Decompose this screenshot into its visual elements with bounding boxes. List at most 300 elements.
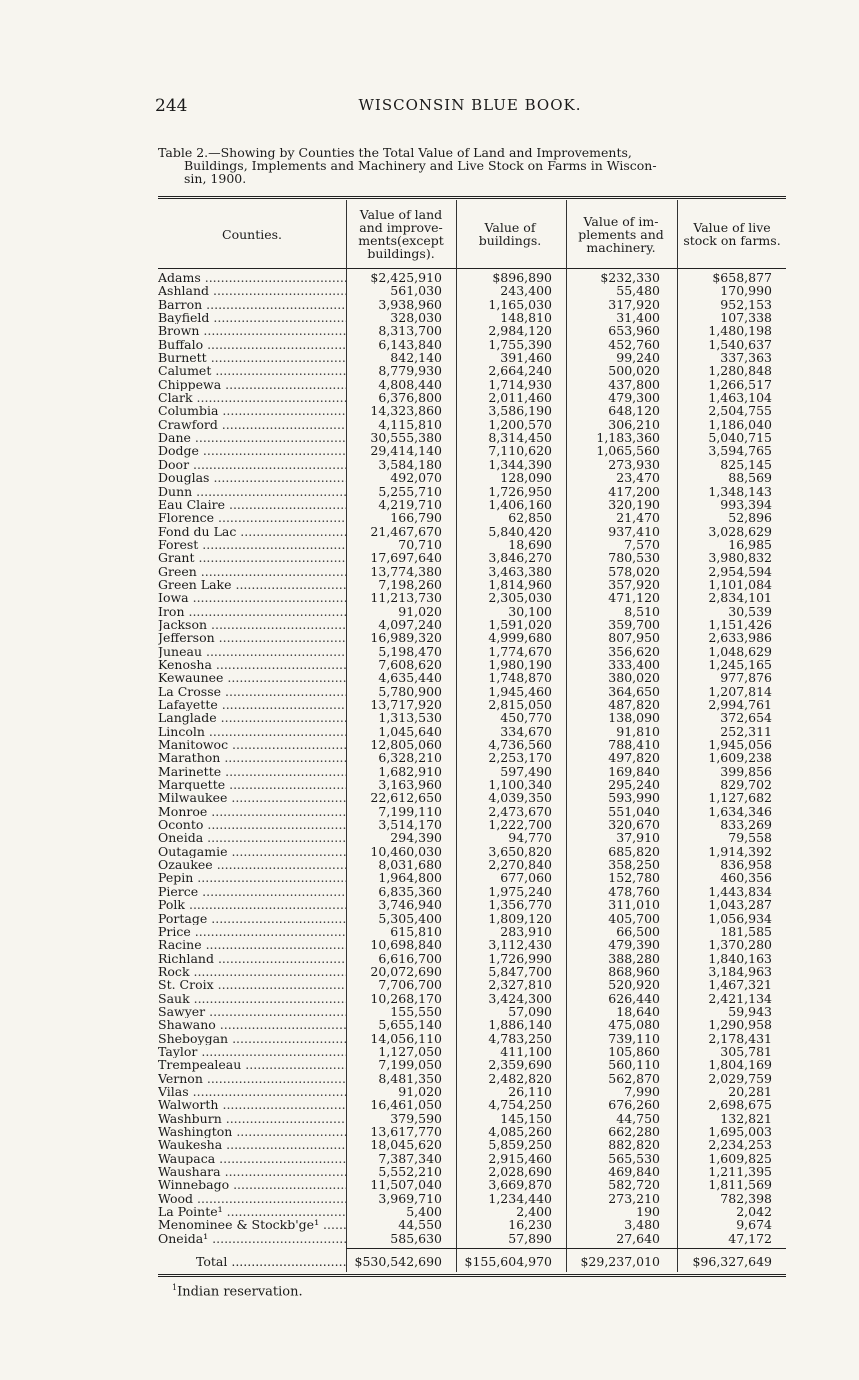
value-livestock: 52,896	[728, 510, 772, 526]
total-row	[158, 1254, 788, 1270]
value-livestock: 977,876	[720, 670, 772, 686]
value-buildings: 3,650,820	[488, 843, 552, 859]
value-buildings: 1,774,670	[488, 643, 552, 659]
value-implements: 23,470	[616, 470, 660, 486]
county-name: Ozaukee .....	[158, 858, 346, 871]
county-name: Chippewa .....	[158, 378, 346, 391]
table-row	[158, 1192, 788, 1205]
value-livestock: $658,877	[712, 270, 772, 285]
county-name: Marathon .....	[158, 751, 346, 764]
value-livestock: 1,151,426	[708, 616, 772, 632]
table-row	[158, 885, 788, 898]
table-row	[158, 778, 788, 791]
value-buildings: 2,915,460	[488, 1150, 552, 1166]
value-buildings: 2,815,050	[488, 697, 552, 712]
county-name: Sauk .....	[158, 992, 346, 1005]
value-livestock: 2,504,755	[708, 403, 772, 419]
county-name: Burnett .....	[158, 351, 346, 364]
county-name: Milwaukee .....	[158, 791, 346, 804]
page-number: 244	[155, 96, 188, 116]
value-land: 14,056,110	[370, 1030, 442, 1046]
table-row	[158, 471, 788, 484]
county-name: Calumet .....	[158, 364, 346, 377]
value-land: 10,268,170	[370, 990, 442, 1006]
value-livestock: 59,943	[728, 1003, 772, 1019]
county-name: Waushara .....	[158, 1165, 346, 1178]
value-buildings: 2,473,670	[488, 803, 552, 819]
value-buildings: 26,110	[508, 1083, 552, 1099]
value-buildings: 1,406,160	[488, 496, 552, 512]
value-implements: 105,860	[608, 1043, 660, 1059]
value-land: 6,143,840	[378, 336, 442, 352]
value-implements: 320,670	[608, 817, 660, 833]
value-land: 3,514,170	[378, 817, 442, 833]
value-buildings: 1,200,570	[488, 416, 552, 432]
value-buildings: 2,664,240	[488, 363, 552, 379]
county-name: Oneida .....	[158, 831, 346, 844]
value-implements: 807,950	[608, 630, 660, 646]
value-buildings: 3,669,870	[488, 1177, 552, 1193]
table-row	[158, 925, 788, 938]
value-land: 70,710	[398, 536, 442, 552]
value-livestock: 1,348,143	[708, 483, 772, 499]
value-implements: 190	[636, 1204, 660, 1220]
value-implements: 565,530	[608, 1150, 660, 1166]
value-livestock: 79,558	[728, 830, 772, 846]
county-name: Florence .....	[158, 511, 346, 524]
value-livestock: 47,172	[728, 1230, 772, 1246]
value-buildings: 1,809,120	[488, 910, 552, 926]
value-land: 10,698,840	[370, 937, 442, 953]
table-row	[158, 578, 788, 591]
value-livestock: 2,042	[736, 1204, 772, 1220]
table-row	[158, 685, 788, 698]
table-row	[158, 444, 788, 457]
value-land: 14,323,860	[370, 403, 442, 419]
table-row	[158, 378, 788, 391]
column-header-livestock: Value of live stock on farms.	[683, 220, 781, 248]
value-implements: 471,120	[608, 590, 660, 606]
value-livestock: 2,994,761	[708, 697, 772, 712]
value-livestock: 1,695,003	[708, 1124, 772, 1139]
value-livestock: 3,594,765	[708, 443, 772, 459]
value-livestock: 1,056,934	[708, 910, 772, 926]
value-buildings: 4,999,680	[488, 630, 552, 646]
table-row	[158, 791, 788, 804]
value-livestock: 399,856	[720, 763, 772, 779]
table-row	[158, 404, 788, 417]
value-implements: 31,400	[616, 310, 660, 326]
value-buildings: 3,424,300	[488, 990, 552, 1006]
value-buildings: 1,726,950	[488, 483, 552, 499]
county-name: Marquette .....	[158, 778, 346, 791]
county-name: Buffalo .....	[158, 338, 346, 351]
value-land: 842,140	[390, 350, 442, 366]
county-name: Dunn .....	[158, 485, 346, 498]
value-land: 1,313,530	[378, 710, 442, 726]
value-land: $2,425,910	[370, 270, 442, 285]
value-buildings: 2,028,690	[488, 1164, 552, 1180]
value-livestock: 782,398	[720, 1190, 772, 1206]
value-livestock: 1,804,169	[708, 1057, 772, 1073]
table-row	[158, 284, 788, 297]
table-row	[158, 431, 788, 444]
table-row	[158, 698, 788, 711]
value-land: 13,717,920	[370, 697, 442, 712]
county-name: Racine .....	[158, 938, 346, 951]
table-row	[158, 818, 788, 831]
value-implements: 551,040	[608, 803, 660, 819]
county-name: Iowa .....	[158, 591, 346, 604]
value-implements: 788,410	[608, 737, 660, 753]
value-land: 16,989,320	[370, 630, 442, 646]
value-livestock: 1,480,198	[708, 323, 772, 339]
value-implements: 452,760	[608, 336, 660, 352]
county-name: Sheboygan .....	[158, 1032, 346, 1045]
value-implements: 520,920	[608, 977, 660, 993]
table-row	[158, 1072, 788, 1085]
value-land: 5,255,710	[378, 483, 442, 499]
county-name: Kenosha .....	[158, 658, 346, 671]
value-livestock: 833,269	[720, 817, 772, 833]
value-land: 91,020	[398, 603, 442, 619]
value-livestock: 30,539	[728, 603, 772, 619]
value-land: 6,376,800	[378, 390, 442, 406]
value-implements: 417,200	[608, 483, 660, 499]
value-implements: 364,650	[608, 683, 660, 699]
county-name: Dane .....	[158, 431, 346, 444]
value-land: 1,682,910	[378, 763, 442, 779]
table-row	[158, 1178, 788, 1191]
table-caption	[158, 146, 784, 185]
county-name: Juneau .....	[158, 645, 346, 658]
county-name: Trempealeau .....	[158, 1058, 346, 1071]
county-name: Rock .....	[158, 965, 346, 978]
value-buildings: 1,726,990	[488, 950, 552, 966]
county-name: Sawyer .....	[158, 1005, 346, 1018]
value-buildings: 283,910	[500, 923, 552, 939]
county-name: Manitowoc .....	[158, 738, 346, 751]
value-implements: 497,820	[608, 750, 660, 766]
value-implements: 662,280	[608, 1124, 660, 1139]
value-livestock: 829,702	[720, 777, 772, 793]
value-livestock: 1,280,848	[708, 363, 772, 379]
footnote-mark: 1	[172, 1283, 178, 1292]
value-livestock: 460,356	[720, 870, 772, 886]
value-land: 4,097,240	[378, 616, 442, 632]
value-buildings: 1,356,770	[488, 897, 552, 913]
value-implements: 138,090	[608, 710, 660, 726]
value-implements: 562,870	[608, 1070, 660, 1086]
value-land: 5,305,400	[378, 910, 442, 926]
table-row	[158, 952, 788, 965]
value-buildings: 4,736,560	[488, 737, 552, 753]
county-name: Douglas .....	[158, 471, 346, 484]
county-name: St. Croix .....	[158, 978, 346, 991]
value-livestock: 1,443,834	[708, 883, 772, 899]
value-buildings: 16,230	[508, 1217, 552, 1233]
value-buildings: 1,100,340	[488, 777, 552, 793]
caption-line-2: Buildings, Implements and Machinery and Live Stock on Farms in Wiscon-	[184, 158, 657, 173]
table-row	[158, 1058, 788, 1071]
table-row	[158, 271, 788, 284]
county-name: Kewaunee .....	[158, 671, 346, 684]
value-land: 10,460,030	[370, 843, 442, 859]
value-buildings: 1,234,440	[488, 1190, 552, 1206]
county-name: Washington .....	[158, 1125, 346, 1138]
county-name: Dodge .....	[158, 444, 346, 457]
value-implements: 405,700	[608, 910, 660, 926]
value-land: 3,584,180	[378, 456, 442, 472]
caption-line-3: sin, 1900.	[184, 171, 247, 186]
value-land: 8,481,350	[378, 1070, 442, 1086]
county-name: Green .....	[158, 565, 346, 578]
value-implements: 311,010	[608, 897, 660, 913]
value-land: 3,938,960	[378, 296, 442, 312]
value-implements: 560,110	[608, 1057, 660, 1073]
value-livestock: 1,634,346	[708, 803, 772, 819]
value-livestock: 9,674	[736, 1217, 772, 1233]
table-row	[158, 765, 788, 778]
footnote	[172, 1283, 303, 1299]
value-buildings: 5,840,420	[488, 523, 552, 539]
column-header-land: Value of land and improve- ments(except buildings).	[358, 207, 444, 261]
county-name: Brown .....	[158, 324, 346, 337]
value-livestock: 2,178,431	[708, 1030, 772, 1046]
value-implements: 882,820	[608, 1137, 660, 1153]
value-land: 12,805,060	[370, 737, 442, 753]
value-livestock: 2,834,101	[708, 590, 772, 606]
value-livestock: 2,698,675	[708, 1097, 772, 1113]
value-buildings: 1,714,930	[488, 376, 552, 392]
value-land: 8,779,930	[378, 363, 442, 379]
county-name: Adams .....	[158, 271, 346, 284]
value-buildings: 128,090	[500, 470, 552, 486]
total-land: $530,542,690	[354, 1254, 442, 1269]
value-livestock: 1,245,165	[708, 656, 772, 672]
table-row	[158, 1138, 788, 1151]
value-buildings: 4,085,260	[488, 1124, 552, 1139]
table-row	[158, 525, 788, 538]
county-name: Portage .....	[158, 912, 346, 925]
value-buildings: 1,222,700	[488, 817, 552, 833]
value-livestock: 952,153	[720, 296, 772, 312]
value-livestock: 993,394	[720, 496, 772, 512]
total-top-rule	[346, 1248, 786, 1249]
value-implements: 937,410	[608, 523, 660, 539]
table-row	[158, 1165, 788, 1178]
county-name: Waupaca .....	[158, 1152, 346, 1165]
value-livestock: 3,184,963	[708, 963, 772, 979]
table-top-rule	[158, 196, 786, 199]
value-implements: 295,240	[608, 777, 660, 793]
value-implements: 8,510	[624, 603, 660, 619]
value-implements: 437,800	[608, 376, 660, 392]
value-land: 21,467,670	[370, 523, 442, 539]
footnote-text: Indian reservation.	[177, 1284, 303, 1300]
value-buildings: 2,482,820	[488, 1070, 552, 1086]
county-name: Monroe .....	[158, 805, 346, 818]
county-name: Lafayette .....	[158, 698, 346, 711]
value-livestock: 88,569	[728, 470, 772, 486]
table-row	[158, 898, 788, 911]
value-implements: 18,640	[616, 1003, 660, 1019]
value-livestock: 20,281	[728, 1083, 772, 1099]
value-land: 22,612,650	[370, 790, 442, 806]
value-buildings: 2,400	[516, 1204, 552, 1220]
value-implements: 685,820	[608, 843, 660, 859]
value-buildings: 2,359,690	[488, 1057, 552, 1073]
value-land: 5,655,140	[378, 1017, 442, 1033]
value-land: 44,550	[398, 1217, 442, 1233]
value-livestock: 170,990	[720, 283, 772, 299]
table-row	[158, 1112, 788, 1125]
value-buildings: 3,586,190	[488, 403, 552, 419]
table-bottom-rule	[158, 1274, 786, 1277]
table-row	[158, 738, 788, 751]
value-implements: 479,300	[608, 390, 660, 406]
value-implements: 7,570	[624, 536, 660, 552]
table-row	[158, 538, 788, 551]
value-livestock: 252,311	[720, 723, 772, 739]
table-row	[158, 1152, 788, 1165]
value-land: 7,706,700	[378, 977, 442, 993]
value-livestock: 107,338	[720, 310, 772, 326]
county-name: Pepin .....	[158, 871, 346, 884]
value-buildings: 2,984,120	[488, 323, 552, 339]
value-implements: 91,810	[616, 723, 660, 739]
table-row	[158, 645, 788, 658]
value-land: 30,555,380	[370, 430, 442, 446]
value-buildings: 5,847,700	[488, 963, 552, 979]
table-row	[158, 1205, 788, 1218]
value-land: 7,608,620	[378, 656, 442, 672]
value-implements: 359,700	[608, 616, 660, 632]
value-livestock: 1,048,629	[708, 643, 772, 659]
value-implements: 152,780	[608, 870, 660, 886]
value-livestock: 132,821	[720, 1110, 772, 1126]
value-land: 294,390	[390, 830, 442, 846]
value-land: 328,030	[390, 310, 442, 326]
value-buildings: 145,150	[500, 1110, 552, 1126]
value-buildings: 4,783,250	[488, 1030, 552, 1046]
value-implements: 487,820	[608, 697, 660, 712]
value-implements: 44,750	[616, 1110, 660, 1126]
county-name: Lincoln .....	[158, 725, 346, 738]
value-land: 6,616,700	[378, 950, 442, 966]
value-implements: 169,840	[608, 763, 660, 779]
value-implements: 3,480	[624, 1217, 660, 1233]
value-livestock: 1,840,163	[708, 950, 772, 966]
value-buildings: 450,770	[500, 710, 552, 726]
value-livestock: 2,234,253	[708, 1137, 772, 1153]
table-row	[158, 324, 788, 337]
county-name: Clark .....	[158, 391, 346, 404]
table-row	[158, 631, 788, 644]
value-buildings: 597,490	[500, 763, 552, 779]
column-header-implements: Value of im- plements and machinery.	[578, 213, 664, 255]
value-buildings: 1,886,140	[488, 1017, 552, 1033]
value-land: 166,790	[390, 510, 442, 526]
value-land: 5,198,470	[378, 643, 442, 659]
value-land: 13,617,770	[370, 1124, 442, 1139]
table-row	[158, 551, 788, 564]
value-implements: 388,280	[608, 950, 660, 966]
county-name: Ashland .....	[158, 284, 346, 297]
value-livestock: 1,127,682	[708, 790, 772, 806]
value-land: 4,808,440	[378, 376, 442, 392]
value-buildings: 4,754,250	[488, 1097, 552, 1113]
value-buildings: 243,400	[500, 283, 552, 299]
value-buildings: 1,975,240	[488, 883, 552, 899]
value-livestock: 1,914,392	[708, 843, 772, 859]
value-land: 17,697,640	[370, 550, 442, 566]
table-row	[158, 391, 788, 404]
value-buildings: 1,165,030	[488, 296, 552, 312]
table-row	[158, 938, 788, 951]
value-implements: 479,390	[608, 937, 660, 953]
value-implements: 648,120	[608, 403, 660, 419]
value-land: 379,590	[390, 1110, 442, 1126]
table-row	[158, 591, 788, 604]
value-implements: 500,020	[608, 363, 660, 379]
value-land: 1,127,050	[378, 1043, 442, 1059]
value-implements: 333,400	[608, 656, 660, 672]
county-name: Menominee & Stockb'ge¹ .....	[158, 1218, 346, 1231]
value-buildings: 3,846,270	[488, 550, 552, 566]
value-livestock: 2,421,134	[708, 990, 772, 1006]
value-livestock: 1,467,321	[708, 977, 772, 993]
value-implements: 626,440	[608, 990, 660, 1006]
table-row	[158, 725, 788, 738]
county-name: Forest .....	[158, 538, 346, 551]
value-implements: $232,330	[600, 270, 660, 285]
page-header	[155, 96, 785, 118]
county-name: La Crosse .....	[158, 685, 346, 698]
county-name: Outagamie .....	[158, 845, 346, 858]
value-land: 492,070	[390, 470, 442, 486]
table-row	[158, 992, 788, 1005]
value-buildings: 334,670	[500, 723, 552, 739]
county-name: Jefferson .....	[158, 631, 346, 644]
value-implements: 593,990	[608, 790, 660, 806]
value-land: 20,072,690	[370, 963, 442, 979]
value-implements: 1,065,560	[596, 443, 660, 459]
county-name: Wood .....	[158, 1192, 346, 1205]
value-implements: 99,240	[616, 350, 660, 366]
value-livestock: 1,609,825	[708, 1150, 772, 1166]
total-livestock: $96,327,649	[692, 1254, 772, 1269]
value-livestock: 2,029,759	[708, 1070, 772, 1086]
value-buildings: 391,460	[500, 350, 552, 366]
value-land: 4,115,810	[378, 416, 442, 432]
value-land: 561,030	[390, 283, 442, 299]
value-implements: 55,480	[616, 283, 660, 299]
table-row	[158, 498, 788, 511]
value-livestock: 305,781	[720, 1043, 772, 1059]
value-land: 3,969,710	[378, 1190, 442, 1206]
value-buildings: $896,890	[492, 270, 552, 285]
value-land: 13,774,380	[370, 563, 442, 579]
value-implements: 1,183,360	[596, 430, 660, 446]
table-row	[158, 351, 788, 364]
table-row	[158, 565, 788, 578]
value-implements: 475,080	[608, 1017, 660, 1033]
value-implements: 7,990	[624, 1083, 660, 1099]
value-livestock: 1,290,958	[708, 1017, 772, 1033]
value-implements: 739,110	[608, 1030, 660, 1046]
county-name: Pierce .....	[158, 885, 346, 898]
